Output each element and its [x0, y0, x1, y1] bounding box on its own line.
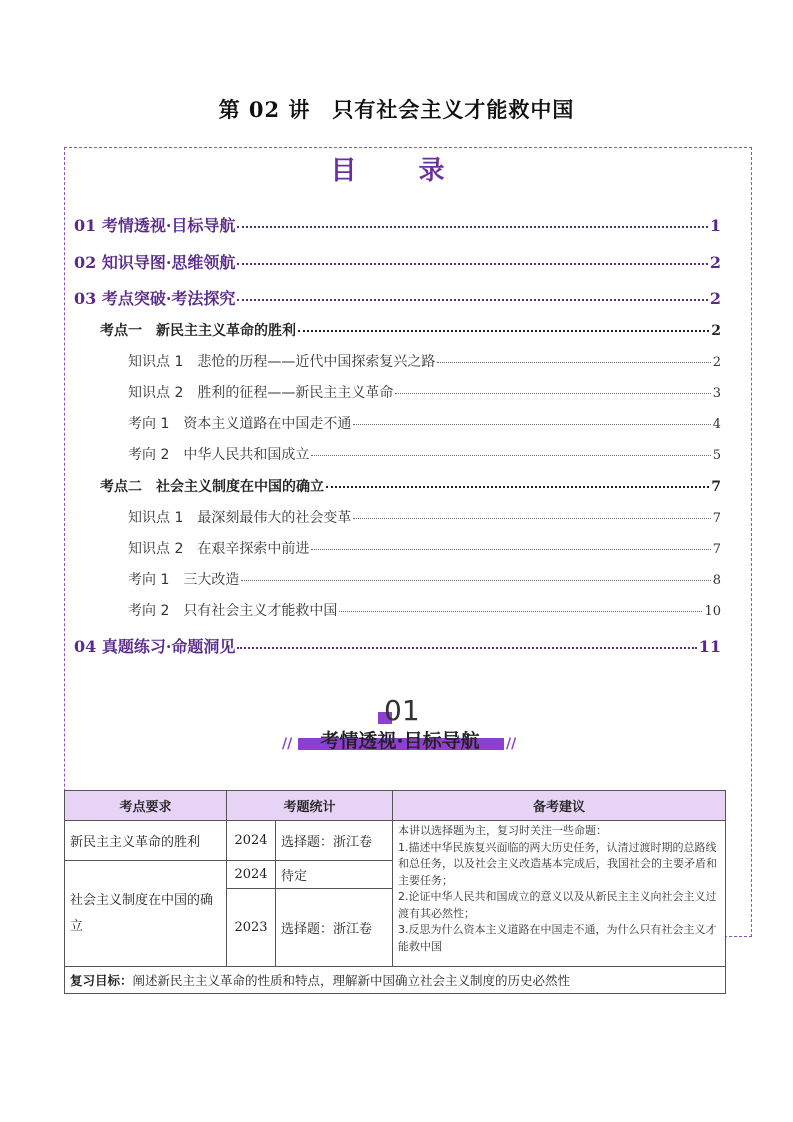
toc-entry[interactable]	[128, 382, 721, 402]
toc-entry-page: 4	[712, 417, 721, 432]
goal-text: 阐述新民主主义革命的性质和特点，理解新中国确立社会主义制度的历史必然性	[132, 973, 571, 988]
toc-leader-dots	[298, 329, 709, 332]
review-goal	[65, 967, 726, 994]
toc-entry-page: 10	[704, 604, 721, 619]
section-number: 01	[384, 694, 420, 727]
toc-entry[interactable]	[128, 444, 721, 464]
advice-line: 本讲以选择题为主，复习时关注一些命题：	[398, 824, 608, 837]
toc-entry[interactable]	[74, 286, 721, 309]
toc-entry-page: 7	[712, 542, 721, 557]
toc-entry-label: 知识点 1 最深刻最伟大的社会变革	[128, 510, 352, 526]
toc-entry-page: 7	[711, 479, 721, 495]
toc-entry-label: 知识点 2 在艰辛探索中前进	[128, 541, 310, 557]
toc-leader-dots	[241, 579, 710, 581]
toc-entry-label: 考向 2 只有社会主义才能救中国	[128, 603, 338, 619]
toc-leader-dots	[353, 423, 710, 425]
toc-leader-dots	[237, 262, 707, 265]
toc-leader-dots	[311, 454, 710, 456]
section-title: 考情透视·目标导航	[320, 730, 480, 752]
toc-leader-dots	[311, 548, 710, 550]
toc-entry-label: 考点一 新民主主义革命的胜利	[100, 323, 296, 339]
toc-leader-dots	[353, 517, 710, 519]
toc-leader-dots	[326, 485, 709, 488]
toc-entry[interactable]	[128, 600, 721, 620]
toc-entry[interactable]	[100, 476, 721, 496]
toc-entry[interactable]	[74, 634, 721, 657]
toc-entry-page: 3	[712, 386, 721, 401]
toc-entry-page: 11	[698, 637, 721, 656]
toc-entry[interactable]	[128, 351, 721, 371]
toc-entry[interactable]	[128, 507, 721, 527]
toc-entry-label: 03 考点突破·考法探究	[74, 289, 236, 308]
stat-cell: 选择题：浙江卷	[276, 889, 393, 967]
toc-entry-page: 8	[712, 573, 721, 588]
advice-line: 3.反思为什么资本主义道路在中国走不通，为什么只有社会主义才能救中国	[398, 923, 717, 953]
toc-entry-label: 考向 1 三大改造	[128, 572, 240, 588]
header-stats: 考题统计	[227, 791, 393, 821]
goal-label: 复习目标：	[70, 973, 133, 988]
toc-entry[interactable]	[128, 413, 721, 433]
toc-entry-page: 1	[709, 216, 721, 235]
section-badge	[280, 694, 520, 764]
toc-entry-page: 5	[712, 448, 721, 463]
toc-entry-page: 2	[711, 323, 721, 339]
toc-leader-dots	[237, 225, 707, 228]
toc-entry-page: 2	[712, 355, 721, 370]
toc-entry-label: 考点二 社会主义制度在中国的确立	[100, 479, 324, 495]
header-advice: 备考建议	[393, 791, 726, 821]
toc-entry-page: 7	[712, 511, 721, 526]
toc-leader-dots	[237, 646, 696, 649]
table-header-row	[65, 791, 726, 821]
stat-cell: 待定	[276, 861, 393, 889]
table-row	[65, 821, 726, 861]
toc-heading: 目 录	[330, 156, 463, 186]
topic-cell: 新民主主义革命的胜利	[65, 821, 227, 861]
toc-leader-dots	[237, 298, 707, 301]
exam-overview-table	[64, 790, 726, 994]
toc-entry[interactable]	[128, 538, 721, 558]
toc-entry-label: 04 真题练习·命题洞见	[74, 637, 236, 656]
stat-cell: 选择题：浙江卷	[276, 821, 393, 861]
toc-entry[interactable]	[100, 320, 721, 340]
toc-entry-label: 考向 2 中华人民共和国成立	[128, 447, 310, 463]
advice-line: 2.论证中华人民共和国成立的意义以及从新民主主义向社会主义过渡有其必然性；	[398, 890, 717, 920]
year-cell: 2023	[227, 889, 276, 967]
toc-entry-label: 知识点 1 悲怆的历程——近代中国探索复兴之路	[128, 354, 436, 370]
toc-leader-dots	[395, 392, 710, 394]
topic-cell: 社会主义制度在中国的确立	[65, 861, 227, 967]
toc-entry-page: 2	[709, 289, 721, 308]
slash-decoration-right: //	[506, 736, 517, 752]
advice-cell	[393, 821, 726, 967]
toc-leader-dots	[339, 610, 702, 612]
slash-decoration-left: //	[282, 736, 293, 752]
toc-entry[interactable]	[74, 213, 721, 236]
advice-line: 1.描述中华民族复兴面临的两大历史任务，认清过渡时期的总路线和总任务，以及社会主义改造基本完成后，我国社会的主要矛盾和主要任务；	[398, 840, 718, 887]
toc-entry[interactable]	[128, 569, 721, 589]
page-title: 第 02 讲 只有社会主义才能救中国	[218, 97, 575, 122]
year-cell: 2024	[227, 821, 276, 861]
toc-entry-label: 02 知识导图·思维领航	[74, 253, 236, 272]
toc-entry-page: 2	[709, 253, 721, 272]
toc-leader-dots	[437, 361, 710, 363]
header-topic: 考点要求	[65, 791, 227, 821]
toc-entry-label: 知识点 2 胜利的征程——新民主主义革命	[128, 385, 394, 401]
toc-entry-label: 01 考情透视·目标导航	[74, 216, 236, 235]
toc-entry-label: 考向 1 资本主义道路在中国走不通	[128, 416, 352, 432]
year-cell: 2024	[227, 861, 276, 889]
goal-row	[65, 967, 726, 994]
toc-entry[interactable]	[74, 250, 721, 273]
